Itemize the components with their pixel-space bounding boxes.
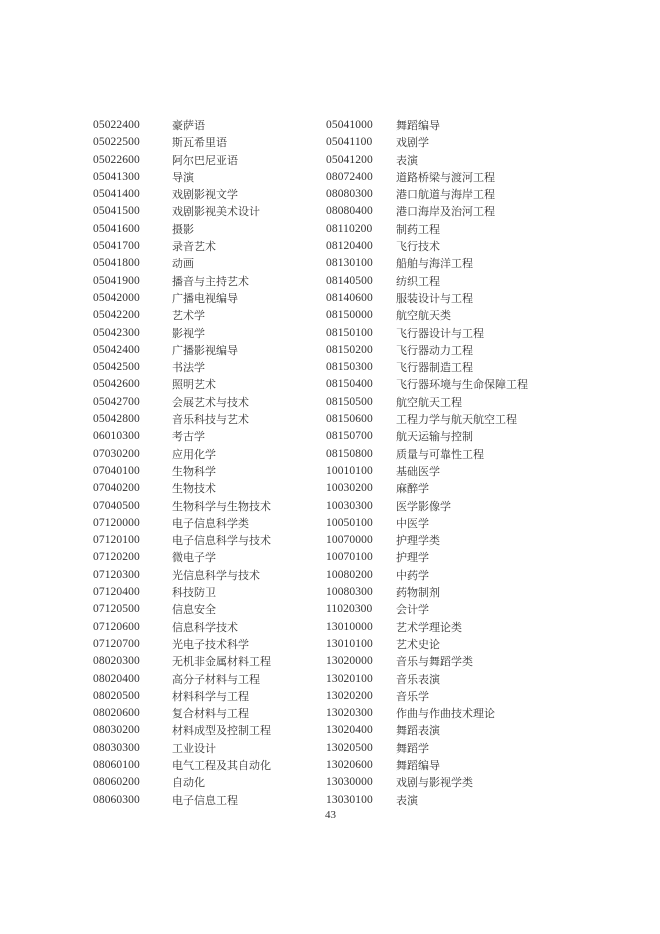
major-name: 麻醉学 [396,482,429,496]
major-name: 生物科学 [172,464,216,478]
major-code: 05042500 [93,361,140,374]
major-code: 08130100 [326,257,373,270]
major-code: 05041700 [93,240,140,253]
major-name: 飞行器设计与工程 [396,326,484,340]
major-name: 考古学 [172,430,205,444]
major-name: 护理学类 [396,534,440,548]
major-name: 材料科学与工程 [172,689,249,703]
major-code: 05042600 [93,378,140,391]
major-code: 08150300 [326,361,373,374]
page-number: 43 [325,809,336,821]
major-name: 戏剧影视美术设计 [172,205,260,219]
major-name: 阿尔巴尼亚语 [172,153,238,167]
major-code: 08080300 [326,188,373,201]
major-name: 基础医学 [396,464,440,478]
major-code: 05041600 [93,222,140,235]
major-code: 08110200 [326,222,373,235]
major-code: 08150800 [326,447,373,460]
major-name: 光信息科学与技术 [172,568,260,582]
major-code: 07030200 [93,447,140,460]
major-code: 07120000 [93,516,140,529]
major-code: 07120500 [93,603,140,616]
major-name: 护理学 [396,551,429,565]
major-code: 08150200 [326,343,373,356]
major-code: 13030000 [326,776,373,789]
major-name: 质量与可靠性工程 [396,447,484,461]
major-code: 07040500 [93,499,140,512]
major-name: 飞行器制造工程 [396,361,473,375]
major-name: 工程力学与航天航空工程 [396,413,517,427]
major-name: 导演 [172,170,194,184]
major-name: 电气工程及其自动化 [172,758,271,772]
major-name: 航空航天类 [396,309,451,323]
major-name: 飞行器环境与生命保障工程 [396,378,528,392]
major-name: 材料成型及控制工程 [172,724,271,738]
major-name: 高分子材料与工程 [172,672,260,686]
major-code: 08030200 [93,724,140,737]
major-name: 制药工程 [396,222,440,236]
major-name: 道路桥梁与渡河工程 [396,170,495,184]
major-name: 音乐科技与艺术 [172,413,249,427]
major-code: 05042400 [93,343,140,356]
major-name: 中医学 [396,516,429,530]
major-code: 13010100 [326,637,373,650]
major-code: 05041900 [93,274,140,287]
major-code: 08020600 [93,707,140,720]
major-name: 电子信息工程 [172,793,238,807]
major-code: 07120300 [93,568,140,581]
major-code: 08060300 [93,793,140,806]
major-name: 艺术学理论类 [396,620,462,634]
major-name: 飞行器动力工程 [396,343,473,357]
major-name: 戏剧影视文学 [172,188,238,202]
major-name: 港口海岸及治河工程 [396,205,495,219]
major-code: 05041000 [326,119,373,131]
major-name: 纺织工程 [396,274,440,288]
major-code: 13020200 [326,689,373,702]
major-code: 13020000 [326,655,373,668]
major-name: 影视学 [172,326,205,340]
major-code: 08150100 [326,326,373,339]
major-code: 08060200 [93,776,140,789]
major-code: 10070100 [326,551,373,564]
major-name: 中药学 [396,568,429,582]
major-code: 08150700 [326,430,373,443]
major-name: 书法学 [172,361,205,375]
major-code: 08150500 [326,395,373,408]
major-name: 生物技术 [172,482,216,496]
major-code: 05042800 [93,413,140,426]
major-code: 05041500 [93,205,140,218]
major-name: 音乐表演 [396,672,440,686]
major-name: 服装设计与工程 [396,291,473,305]
major-name: 录音艺术 [172,240,216,254]
major-name: 音乐学 [396,689,429,703]
major-name: 信息科学技术 [172,620,238,634]
major-code: 10050100 [326,516,373,529]
major-code: 06010300 [93,430,140,443]
major-name: 舞蹈编导 [396,758,440,772]
major-name: 音乐与舞蹈学类 [396,655,473,669]
major-code: 08030300 [93,741,140,754]
major-name: 应用化学 [172,447,216,461]
major-name: 微电子学 [172,551,216,565]
major-name: 医学影像学 [396,499,451,513]
major-name: 科技防卫 [172,586,216,600]
major-code: 07040200 [93,482,140,495]
major-code: 13020300 [326,707,373,720]
major-name: 电子信息科学类 [172,516,249,530]
major-name: 豪萨语 [172,119,205,132]
major-name: 表演 [396,793,418,807]
major-code: 10080200 [326,568,373,581]
major-code: 10010100 [326,464,373,477]
major-name: 信息安全 [172,603,216,617]
major-code: 07040100 [93,464,140,477]
major-name: 舞蹈编导 [396,119,440,132]
major-name: 船舶与海洋工程 [396,257,473,271]
major-code: 07120600 [93,620,140,633]
major-code: 13020400 [326,724,373,737]
major-code: 08072400 [326,170,373,183]
major-name: 戏剧与影视学类 [396,776,473,790]
major-code: 08020400 [93,672,140,685]
major-code: 08060100 [93,758,140,771]
major-name: 照明艺术 [172,378,216,392]
major-code: 10080300 [326,586,373,599]
major-code: 05042000 [93,291,140,304]
major-code: 08150600 [326,413,373,426]
major-name: 艺术史论 [396,637,440,651]
major-name: 斯瓦希里语 [172,136,227,150]
major-name: 舞蹈表演 [396,724,440,738]
major-name: 复合材料与工程 [172,707,249,721]
major-code: 05041100 [326,136,373,149]
major-code: 08020300 [93,655,140,668]
major-name: 会展艺术与技术 [172,395,249,409]
major-name: 艺术学 [172,309,205,323]
major-code: 08140600 [326,291,373,304]
major-code: 08120400 [326,240,373,253]
major-name: 广播电视编导 [172,291,238,305]
major-name: 无机非金属材料工程 [172,655,271,669]
major-name: 戏剧学 [396,136,429,150]
major-name: 播音与主持艺术 [172,274,249,288]
major-name: 港口航道与海岸工程 [396,188,495,202]
major-name: 会计学 [396,603,429,617]
major-code: 07120400 [93,586,140,599]
major-code: 05041200 [326,153,373,166]
major-name: 作曲与作曲技术理论 [396,707,495,721]
major-name: 电子信息科学与技术 [172,534,271,548]
major-name: 舞蹈学 [396,741,429,755]
major-name: 生物科学与生物技术 [172,499,271,513]
major-name: 表演 [396,153,418,167]
major-code: 05022400 [93,119,140,131]
major-name: 光电子技术科学 [172,637,249,651]
major-code: 05041800 [93,257,140,270]
major-code: 08140500 [326,274,373,287]
major-code: 10030300 [326,499,373,512]
major-code: 08150400 [326,378,373,391]
major-name: 自动化 [172,776,205,790]
major-code: 05022600 [93,153,140,166]
major-code: 07120100 [93,534,140,547]
major-code: 13010000 [326,620,373,633]
major-code: 05042300 [93,326,140,339]
major-code: 10030200 [326,482,373,495]
major-code: 05022500 [93,136,140,149]
major-code: 07120200 [93,551,140,564]
major-code: 08020500 [93,689,140,702]
major-name: 飞行技术 [396,240,440,254]
major-code: 10070000 [326,534,373,547]
major-name: 摄影 [172,222,194,236]
major-name: 动画 [172,257,194,271]
major-code: 13030100 [326,793,373,806]
major-code: 05041300 [93,170,140,183]
major-code: 13020100 [326,672,373,685]
major-code: 08150000 [326,309,373,322]
major-code: 11020300 [326,603,373,616]
major-code: 05042700 [93,395,140,408]
major-code: 07120700 [93,637,140,650]
major-name: 药物制剂 [396,586,440,600]
major-code: 13020500 [326,741,373,754]
major-name: 航空航天工程 [396,395,462,409]
major-name: 工业设计 [172,741,216,755]
major-code: 05042200 [93,309,140,322]
major-code: 08080400 [326,205,373,218]
major-code: 05041400 [93,188,140,201]
major-name: 航天运输与控制 [396,430,473,444]
major-code: 13020600 [326,758,373,771]
major-name: 广播影视编导 [172,343,238,357]
